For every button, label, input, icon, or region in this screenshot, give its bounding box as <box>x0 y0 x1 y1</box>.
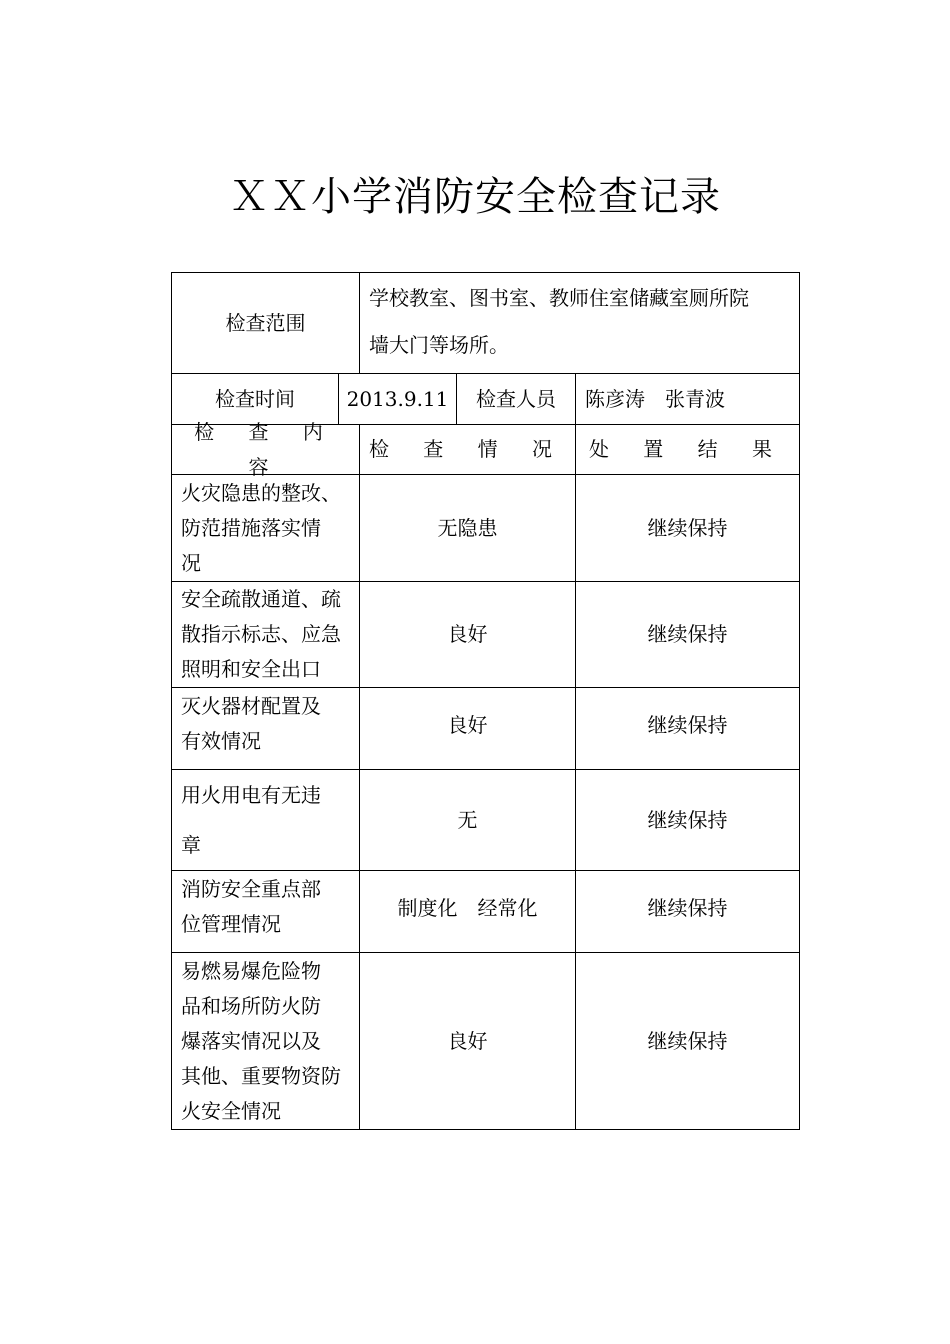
scope-value-cell <box>359 272 800 374</box>
people-label-cell <box>456 373 576 425</box>
row-6-content-line: 品和场所防火防 <box>181 993 321 1018</box>
row-1-content-cell <box>171 474 360 582</box>
row-6-result: 继续保持 <box>647 1028 728 1053</box>
row-3-result: 继续保持 <box>647 713 728 737</box>
row-3-content-cell <box>171 687 360 770</box>
row-5-situation-cell <box>359 870 576 953</box>
row-5-result: 继续保持 <box>647 896 728 920</box>
scope-value-line2: 墙大门等场所。 <box>369 333 509 357</box>
row-5-situation: 制度化 经常化 <box>397 896 538 920</box>
header-situation-cell <box>359 424 576 475</box>
row-1-situation-cell <box>359 474 576 582</box>
people-value-cell <box>575 373 800 425</box>
row-2-situation-cell <box>359 581 576 688</box>
row-6-content-line: 易燃易爆危险物 <box>181 958 321 983</box>
row-2-result-cell <box>575 581 800 688</box>
row-6-situation-cell <box>359 952 576 1130</box>
row-1-content-line: 况 <box>181 550 201 575</box>
row-1-situation: 无隐患 <box>437 515 498 540</box>
row-4-content-line: 用火用电有无违 <box>181 783 321 807</box>
row-2-content-cell <box>171 581 360 688</box>
row-6-content-line: 爆落实情况以及 <box>181 1028 321 1053</box>
row-1-content-line: 防范措施落实情 <box>181 515 321 540</box>
row-4-content-cell <box>171 769 360 871</box>
row-6-content-cell <box>171 952 360 1130</box>
header-result-cell <box>575 424 800 475</box>
header-result: 处 置 结 果 <box>588 437 787 461</box>
row-1-content-line: 火灾隐患的整改、 <box>181 480 341 505</box>
row-5-result-cell <box>575 870 800 953</box>
row-6-content-line: 其他、重要物资防 <box>181 1063 341 1088</box>
scope-label-cell <box>171 272 360 374</box>
header-content-cell <box>171 419 360 479</box>
header-situation: 检 查 情 况 <box>368 437 567 461</box>
row-4-situation-cell <box>359 769 576 871</box>
row-3-result-cell <box>575 687 800 770</box>
row-2-result: 继续保持 <box>647 622 728 646</box>
row-5-content-line: 消防安全重点部 <box>181 877 321 901</box>
people-value: 陈彦涛 张青波 <box>585 386 725 411</box>
row-2-content-line: 安全疏散通道、疏 <box>181 587 341 611</box>
row-4-result: 继续保持 <box>647 807 728 832</box>
row-5-content-line: 位管理情况 <box>181 912 281 936</box>
time-label: 检查时间 <box>215 386 295 411</box>
row-3-content-line: 有效情况 <box>181 729 261 753</box>
row-3-content-line: 灭火器材配置及 <box>181 694 321 718</box>
row-6-content-line: 火安全情况 <box>181 1098 281 1123</box>
time-value: 2013.9.11 <box>346 386 449 411</box>
row-5-content-cell <box>171 870 360 953</box>
header-content: 检 查 内 容 <box>194 419 337 479</box>
row-4-situation: 无 <box>457 807 478 832</box>
scope-label: 检查范围 <box>225 310 306 335</box>
row-6-situation: 良好 <box>447 1028 488 1053</box>
row-4-result-cell <box>575 769 800 871</box>
scope-value-line1: 学校教室、图书室、教师住室储藏室厕所院 <box>369 286 749 310</box>
row-4-content-line: 章 <box>181 833 201 857</box>
row-1-result: 继续保持 <box>647 515 728 540</box>
page-title: ＸＸ小学消防安全检查记录 <box>229 174 721 220</box>
row-1-result-cell <box>575 474 800 582</box>
row-3-situation-cell <box>359 687 576 770</box>
row-2-situation: 良好 <box>447 622 488 646</box>
row-3-situation: 良好 <box>447 713 488 737</box>
row-2-content-line: 散指示标志、应急 <box>181 622 341 646</box>
people-label: 检查人员 <box>476 386 556 411</box>
row-6-result-cell <box>575 952 800 1130</box>
row-2-content-line: 照明和安全出口 <box>181 657 321 681</box>
